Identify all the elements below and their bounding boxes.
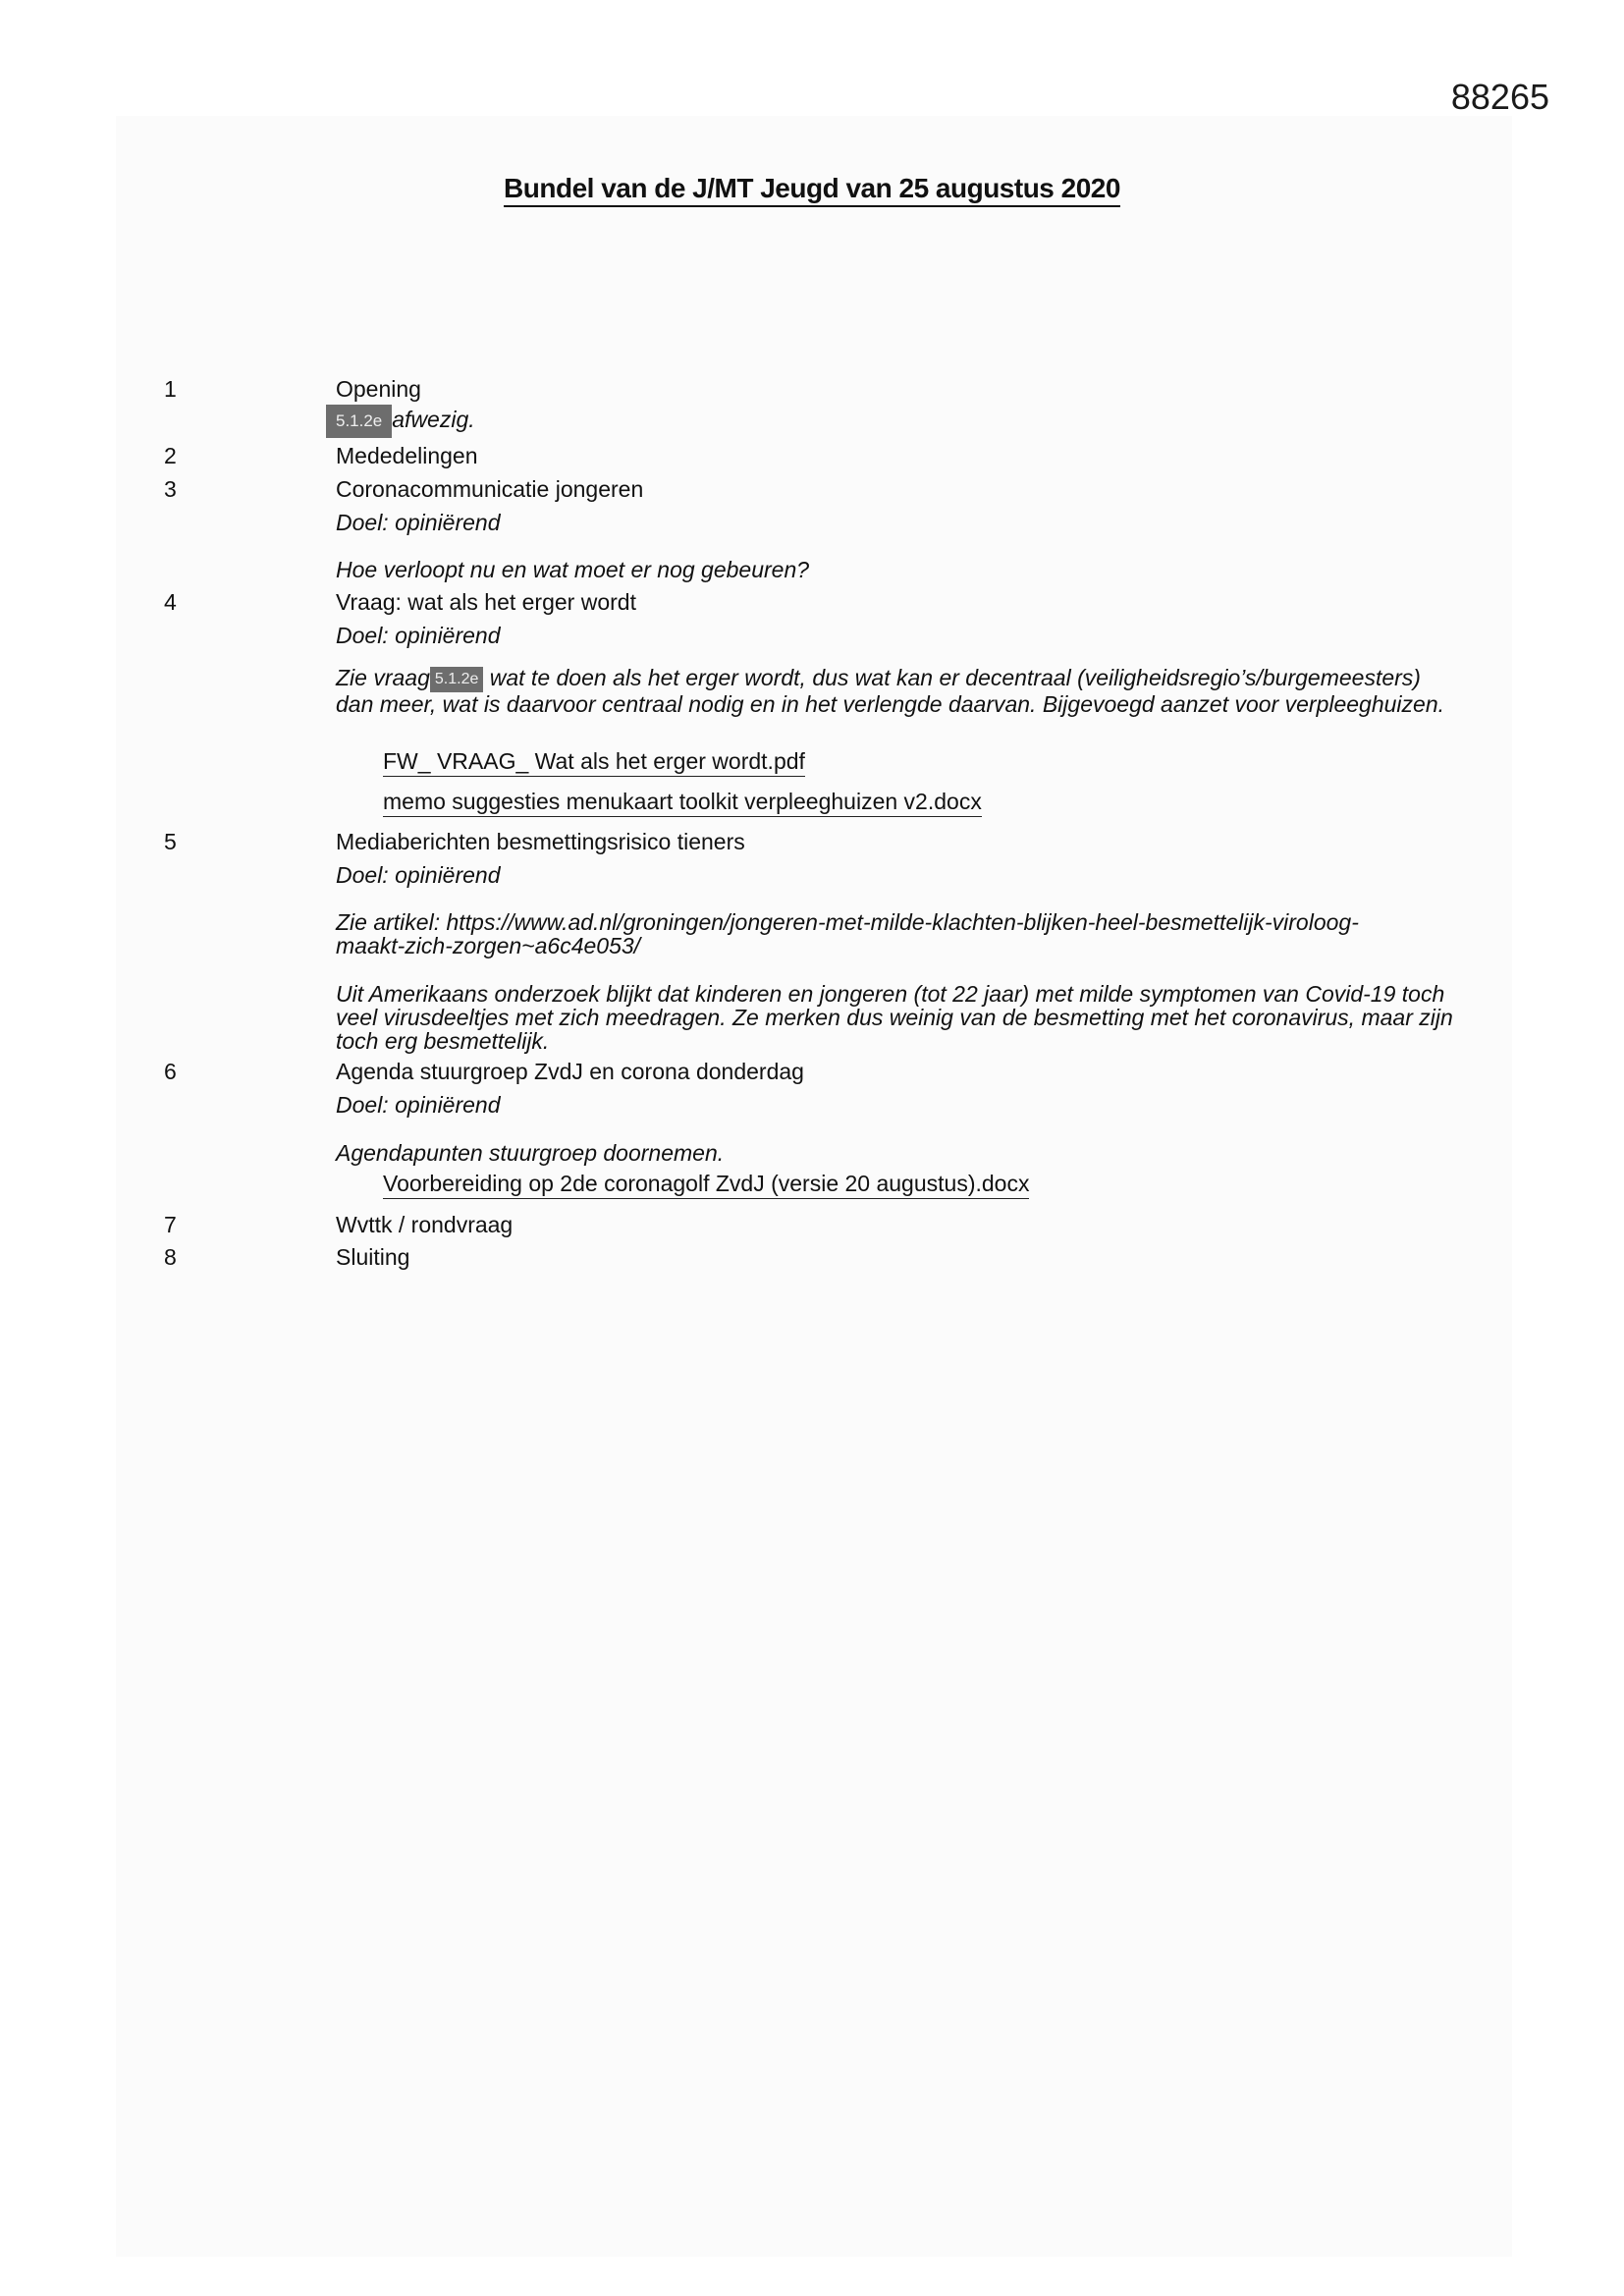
agenda-item-title: Vraag: wat als het erger wordt <box>336 589 636 615</box>
agenda-item-number: 6 <box>164 1059 177 1084</box>
document-number: 88265 <box>1450 77 1549 117</box>
agenda-item-title: Opening <box>336 376 421 402</box>
absence-note: afwezig. <box>392 407 475 433</box>
agenda-item-number: 1 <box>164 376 177 402</box>
title-text: Bundel van de J/MT Jeugd van 25 augustus 2020 <box>504 173 1120 207</box>
description-rest: wat te doen als het erger wordt, dus wat kan er decentraal (veiligheidsregio’s/burgemeesters) dan meer, wat is daarvoor centraal nodig en in het verlengde daarvan. Bijgevoegd aanzet voor verpleeghuizen. <box>336 665 1445 717</box>
agenda-item-number: 2 <box>164 443 177 468</box>
agenda-item-goal: Doel: opiniërend <box>336 862 501 888</box>
agenda-item-description: Uit Amerikaans onderzoek blijkt dat kinderen en jongeren (tot 22 jaar) met milde symptomen van Covid-19 toch veel virusdeeltjes met zich meedragen. Ze merken dus weinig van de besmetting met het coronavirus, maar zijn toch erg besmettelijk. <box>336 981 1453 1054</box>
agenda-item-goal: Doel: opiniërend <box>336 623 501 648</box>
attachment-link[interactable]: Voorbereiding op 2de coronagolf ZvdJ (versie 20 augustus).docx <box>383 1171 1029 1199</box>
agenda-item-goal: Doel: opiniërend <box>336 510 501 535</box>
page-title <box>0 173 1624 204</box>
agenda-item-title: Mededelingen <box>336 443 478 468</box>
agenda-item-title: Sluiting <box>336 1244 410 1270</box>
agenda-item-title: Mediaberichten besmettingsrisico tieners <box>336 829 745 854</box>
article-reference: Zie artikel: https://www.ad.nl/groningen/jongeren-met-milde-klachten-blijken-heel-besmettelijk-viroloog-maakt-zich-zorgen~a6c4e053/ <box>336 909 1359 958</box>
redaction-box: 5.1.2e <box>430 667 483 692</box>
agenda-item-number: 8 <box>164 1244 177 1270</box>
description-start: Zie vraag <box>336 665 430 690</box>
agenda-item-title: Coronacommunicatie jongeren <box>336 476 644 502</box>
agenda-item-title: Wvttk / rondvraag <box>336 1212 514 1237</box>
agenda-item-description: Agendapunten stuurgroep doornemen. <box>336 1140 725 1166</box>
attachment-link[interactable]: memo suggesties menukaart toolkit verpleeghuizen v2.docx <box>383 789 982 817</box>
redaction-box: 5.1.2e <box>326 405 392 438</box>
agenda-item-number: 5 <box>164 829 177 854</box>
attachment-link[interactable]: FW_ VRAAG_ Wat als het erger wordt.pdf <box>383 748 805 777</box>
agenda-item-number: 4 <box>164 589 177 615</box>
agenda-item-number: 7 <box>164 1212 177 1237</box>
agenda-item-number: 3 <box>164 476 177 502</box>
agenda-item-title: Agenda stuurgroep ZvdJ en corona donderdag <box>336 1059 804 1084</box>
agenda-item-description: Hoe verloopt nu en wat moet er nog gebeuren? <box>336 557 810 582</box>
agenda-item-goal: Doel: opiniërend <box>336 1092 501 1118</box>
